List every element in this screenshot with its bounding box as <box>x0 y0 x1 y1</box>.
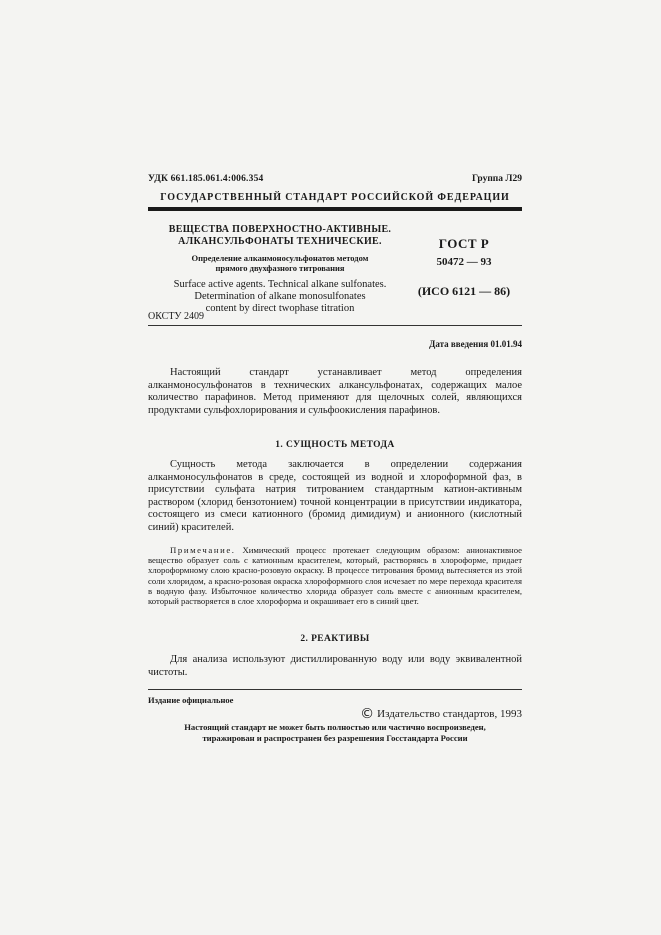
notice-line: Настоящий стандарт не может быть полностью или частично воспроизведен, <box>184 722 486 732</box>
standard-subtitle <box>160 253 400 273</box>
notice-line: тиражирован и распространен без разрешения Госстандарта России <box>202 733 468 743</box>
title-block-rule <box>148 325 522 326</box>
copyright-line <box>360 706 522 722</box>
copyright-icon: © <box>360 706 375 722</box>
gost-number: 50472 — 93 <box>436 256 492 268</box>
english-title-line: Surface active agents. Technical alkane sulfonates. <box>173 279 387 290</box>
classification-group: Группа Л29 <box>471 174 522 184</box>
title-line: АЛКАНСУЛЬФОНАТЫ ТЕХНИЧЕСКИЕ. <box>178 236 382 247</box>
note-label: Примечание. <box>170 545 236 555</box>
title-line: ВЕЩЕСТВА ПОВЕРХНОСТНО-АКТИВНЫЕ. <box>168 224 392 235</box>
subtitle-line: Определение алканмоносульфонатов методом <box>191 253 369 263</box>
standard-title <box>160 224 400 248</box>
copyright-text: Издательство стандартов, 1993 <box>377 708 522 720</box>
udk-code: УДК 661.185.061.4:006.354 <box>148 174 264 184</box>
okstu-code: ОКСТУ 2409 <box>148 311 205 322</box>
english-title-line: content by direct twophase titration <box>205 303 355 314</box>
intro-paragraph: Настоящий стандарт устанавливает метод определения алканмоносульфонатов в технических алкансульфонатах, содержащих малое количество парафинов. Метод применяют для щелочных солей, являющихся продуктами сульфохлорирования и сульфоокисления парафинов. <box>148 367 522 416</box>
english-title-line: Determination of alkane monosulfonates <box>194 291 366 302</box>
english-title <box>160 279 400 315</box>
edition-label: Издание официальное <box>148 695 234 705</box>
note-text: Химический процесс протекает следующим образом: анионактивное вещество образует соль с катионным красителем, который, растворяясь в хлороформе, придает хлороформному слою красно-розовую окраску. В процессе титрования бромид вытесняется из этой соли хлоридом, а красно-розовая окраска хлороформного слоя исчезает по мере перехода красителя в водную фазу. Избыточное количество хлорида образует соль вместе с анионным красителем, который растворяется в слое хлороформа и окрашивает его в синий цвет. <box>148 545 522 607</box>
organization-heading: ГОСУДАРСТВЕННЫЙ СТАНДАРТ РОССИЙСКОЙ ФЕДЕРАЦИИ <box>160 192 510 203</box>
subtitle-line: прямого двухфазного титрования <box>215 263 345 273</box>
header-rule <box>148 207 522 211</box>
reproduction-notice <box>148 722 522 744</box>
footer-rule <box>148 689 522 690</box>
gost-label: ГОСТ Р <box>438 236 490 251</box>
note-paragraph <box>148 545 522 606</box>
iso-reference: (ИСО 6121 — 86) <box>417 284 511 298</box>
section-heading-reagents: 2. РЕАКТИВЫ <box>300 634 370 644</box>
essence-paragraph: Сущность метода заключается в определении содержания алканмоносульфонатов в среде, состоящей из водной и хлороформной фаз, в присутствии сульфата натрия титрованием стандартным катион-активным раствором (хлорид бензотонием) точной концентрации в присутствии индикатора, состоящего из смеси катионного (бромид димидиум) и анионного (кислотный синий) красителей. <box>148 459 522 533</box>
section-heading-essence: 1. СУЩНОСТЬ МЕТОДА <box>275 440 395 450</box>
reagents-paragraph: Для анализа используют дистиллированную воду или воду эквивалентной чистоты. <box>148 654 522 678</box>
introduction-date: Дата введения 01.01.94 <box>429 339 522 349</box>
